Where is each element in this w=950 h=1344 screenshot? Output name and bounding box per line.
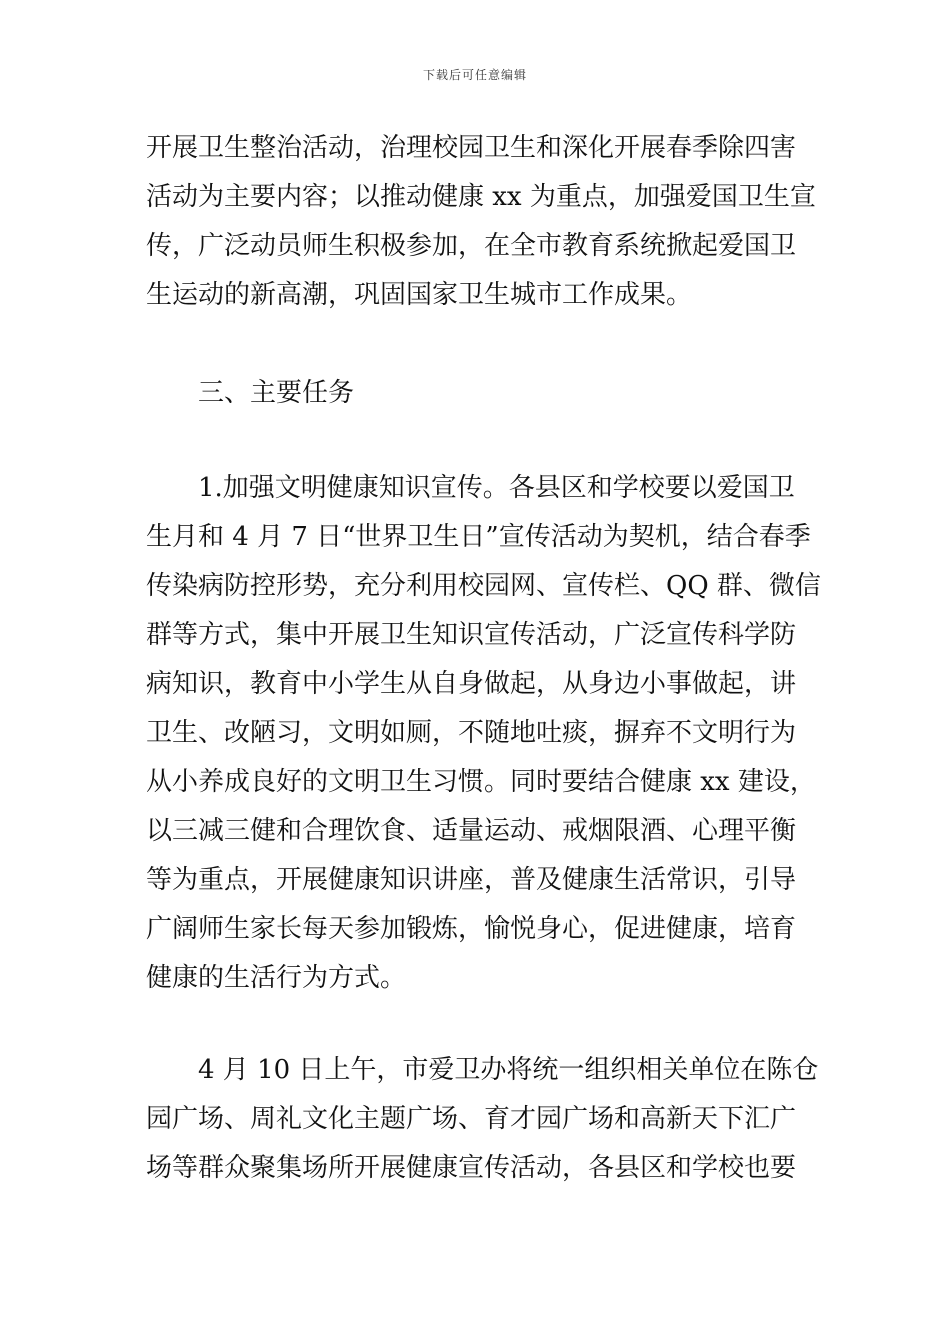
paragraph-line: 以三减三健和合理饮食、适量运动、戒烟限酒、心理平衡 bbox=[146, 816, 797, 846]
document-body bbox=[146, 124, 821, 1193]
paragraph-line: 传染病防控形势，充分利用校园网、宣传栏、QQ 群、微信 bbox=[146, 571, 821, 601]
paragraph-line: 生运动的新高潮，巩固国家卫生城市工作成果。 bbox=[146, 280, 693, 310]
paragraph-line: 健康的生活行为方式。 bbox=[146, 963, 407, 993]
paragraph-line: 1.加强文明健康知识宣传。各县区和学校要以爱国卫 bbox=[198, 473, 795, 503]
section-heading-block bbox=[146, 369, 810, 418]
paragraph-line: 等为重点，开展健康知识讲座，普及健康生活常识，引导 bbox=[146, 865, 797, 895]
paragraph-line: 活动为主要内容；以推动健康 xx 为重点，加强爱国卫生宣 bbox=[146, 182, 816, 212]
paragraph-1 bbox=[146, 124, 816, 320]
paragraph-line: 病知识，教育中小学生从自身做起，从身边小事做起，讲 bbox=[146, 669, 797, 699]
paragraph-line: 传，广泛动员师生积极参加，在全市教育系统掀起爱国卫 bbox=[146, 231, 797, 261]
paragraph-line: 开展卫生整治活动，治理校园卫生和深化开展春季除四害 bbox=[146, 133, 797, 163]
paragraph-2 bbox=[146, 464, 821, 1003]
paragraph-line: 从小养成良好的文明卫生习惯。同时要结合健康 xx 建设， bbox=[146, 767, 816, 797]
paragraph-3 bbox=[146, 1046, 819, 1193]
paragraph-line: 卫生、改陋习，文明如厕，不随地吐痰，摒弃不文明行为 bbox=[146, 718, 797, 748]
page-header-note: 下载后可任意编辑 bbox=[422, 68, 527, 82]
paragraph-line: 4 月 10 日上午，市爱卫办将统一组织相关单位在陈仓 bbox=[198, 1055, 819, 1085]
paragraph-line: 广阔师生家长每天参加锻炼，愉悦身心，促进健康，培育 bbox=[146, 914, 797, 944]
paragraph-line: 群等方式，集中开展卫生知识宣传活动，广泛宣传科学防 bbox=[146, 620, 797, 650]
section-heading: 三、主要任务 bbox=[198, 378, 355, 408]
paragraph-line: 园广场、周礼文化主题广场、育才园广场和高新天下汇广 bbox=[146, 1104, 797, 1134]
paragraph-line: 场等群众聚集场所开展健康宣传活动，各县区和学校也要 bbox=[146, 1153, 797, 1183]
paragraph-line: 生月和 4 月 7 日“世界卫生日”宣传活动为契机，结合春季 bbox=[146, 522, 811, 552]
